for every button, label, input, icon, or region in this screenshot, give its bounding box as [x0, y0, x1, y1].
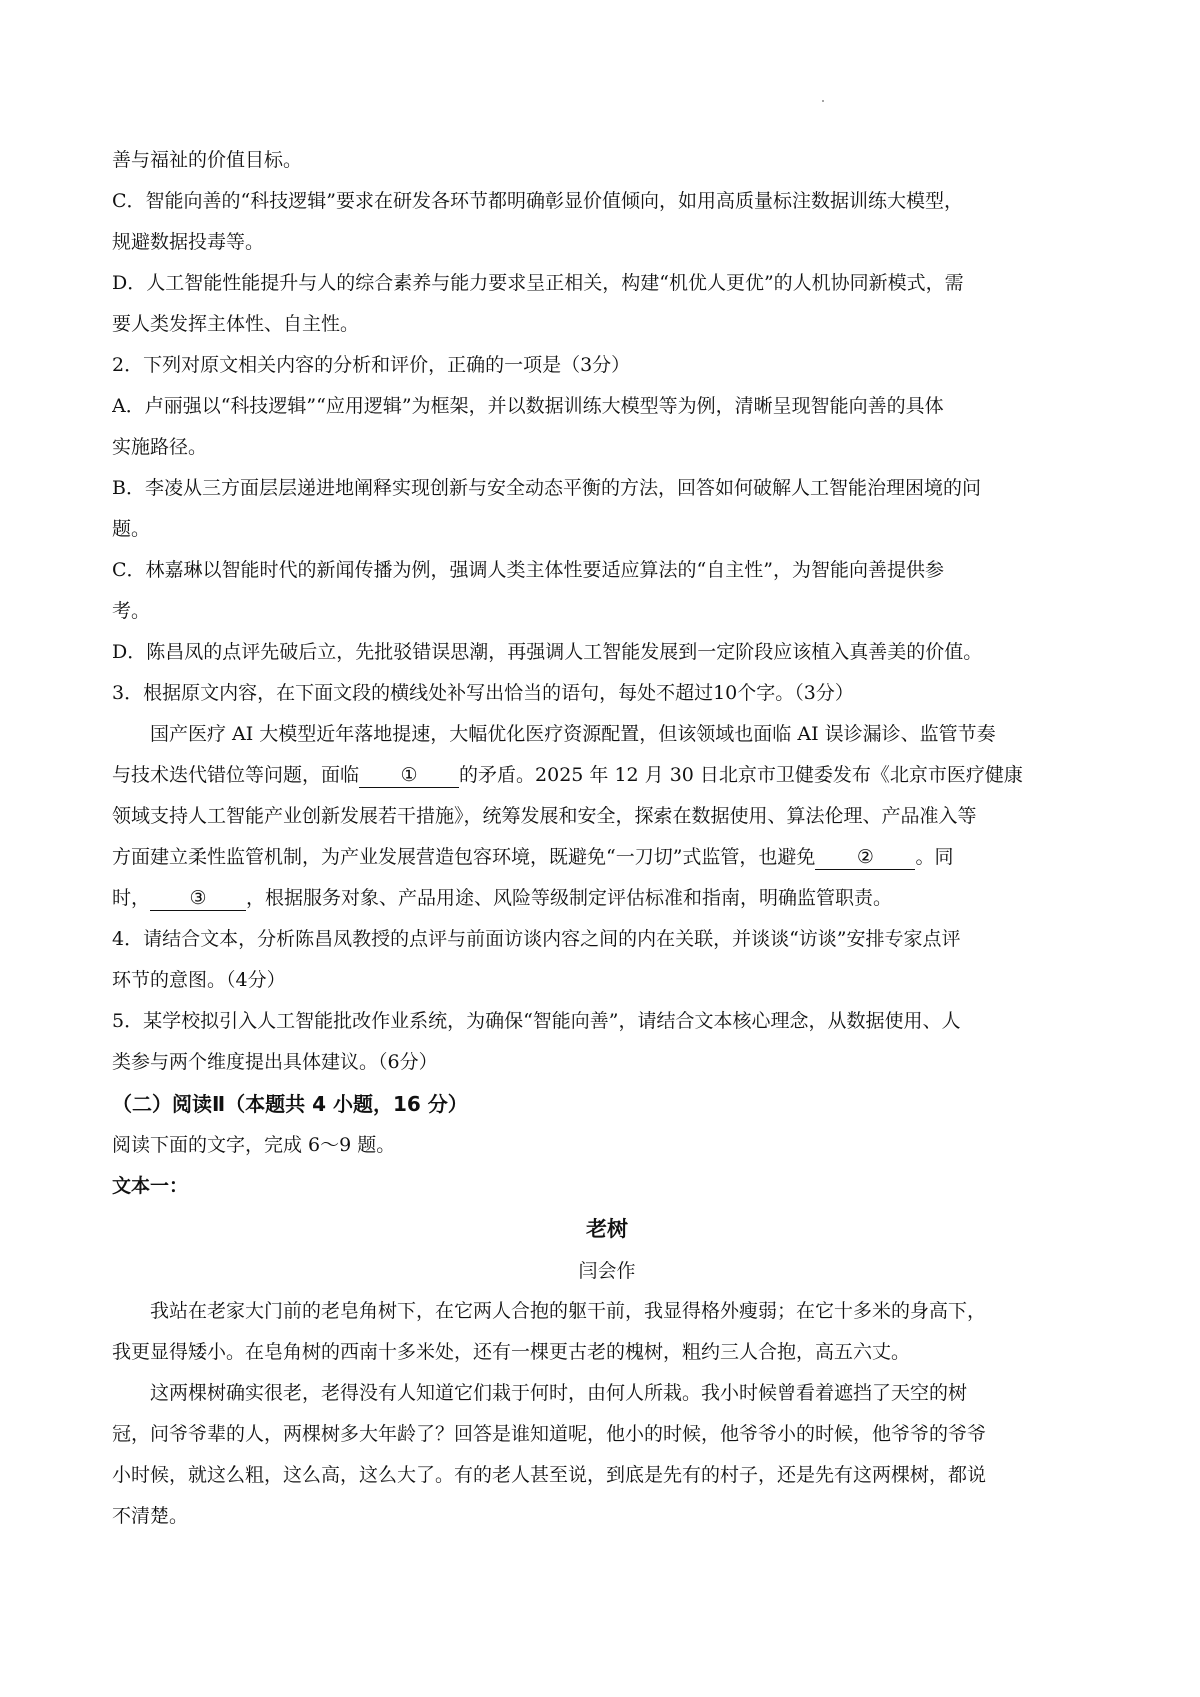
q3-paragraph-line: 领域支持人工智能产业创新发展若干措施》，统筹发展和安全，探索在数据使用、算法伦理、产品准入等 — [112, 805, 977, 827]
q3-paragraph-line — [112, 755, 1102, 796]
text-line: 要人类发挥主体性、自主性。 — [112, 313, 360, 335]
text-line: 环节的意图。（4分） — [112, 969, 286, 991]
question-3-stem: 3．根据原文内容，在下面文段的横线处补写出恰当的语句，每处不超过10个字。（3分） — [112, 682, 854, 704]
article-paragraph-line: 小时候，就这么粗，这么高，这么大了。有的老人甚至说，到底是先有的村子，还是先有这两棵树，都说 — [112, 1464, 987, 1486]
section-heading: （二）阅读Ⅱ（本题共 4 小题，16 分） — [112, 1092, 468, 1116]
text-line: 规避数据投毒等。 — [112, 231, 265, 253]
option-c-line: C．智能向善的“科技逻辑”要求在研发各环节都明确彰显价值倾向，如用高质量标注数据训练大模型， — [112, 190, 963, 212]
article-author: 闫会作 — [578, 1260, 636, 1282]
option-d-line: D．人工智能性能提升与人的综合素养与能力要求呈正相关，构建“机优人更优”的人机协同新模式，需 — [112, 272, 964, 294]
q3-paragraph-line: 国产医疗 AI 大模型近年落地提速，大幅优化医疗资源配置，但该领域也面临 AI 误诊漏诊、监管节奏 — [150, 723, 996, 745]
fill-blank-2[interactable]: ② — [815, 845, 915, 870]
text-fragment: 与技术迭代错位等问题，面临 — [112, 764, 360, 786]
article-title: 老树 — [586, 1217, 628, 1241]
scan-dot — [822, 100, 824, 102]
text-line: 类参与两个维度提出具体建议。（6分） — [112, 1051, 438, 1073]
text-fragment: 方面建立柔性监管机制，为产业发展营造包容环境，既避免“一刀切”式监管，也避免 — [112, 846, 816, 868]
q2-option-b-line: B．李凌从三方面层层递进地阐释实现创新与安全动态平衡的方法，回答如何破解人工智能治理困境的问 — [112, 477, 981, 499]
text-fragment: ，根据服务对象、产品用途、风险等级制定评估标准和指南，明确监管职责。 — [246, 887, 893, 909]
article-paragraph-line: 不清楚。 — [112, 1505, 189, 1527]
text-line: 实施路径。 — [112, 436, 208, 458]
article-paragraph-line: 冠，问爷爷辈的人，两棵树多大年龄了？回答是谁知道呢，他小的时候，他爷爷小的时候，他爷爷的爷爷 — [112, 1423, 987, 1445]
article-paragraph-line: 这两棵树确实很老，老得没有人知道它们栽于何时，由何人所栽。我小时候曾看着遮挡了天空的树 — [150, 1382, 968, 1404]
text-fragment: 。同 — [915, 846, 954, 868]
q3-paragraph-line — [112, 878, 1102, 919]
q2-option-d-line: D．陈昌凤的点评先破后立，先批驳错误思潮，再强调人工智能发展到一定阶段应该植入真善美的价值。 — [112, 641, 983, 663]
q2-option-c-line: C．林嘉琳以智能时代的新闻传播为例，强调人类主体性要适应算法的“自主性”，为智能向善提供参 — [112, 559, 944, 581]
text-line: 善与福祉的价值目标。 — [112, 149, 303, 171]
page-content — [112, 140, 1102, 1537]
question-2-stem: 2．下列对原文相关内容的分析和评价，正确的一项是（3分） — [112, 354, 631, 376]
section-instruction: 阅读下面的文字，完成 6～9 题。 — [112, 1134, 396, 1156]
fill-blank-1[interactable]: ① — [359, 763, 459, 788]
article-paragraph-line: 我更显得矮小。在皂角树的西南十多米处，还有一棵更古老的槐树，粗约三人合抱，高五六丈。 — [112, 1341, 911, 1363]
text-fragment: 的矛盾。2025 年 12 月 30 日北京市卫健委发布《北京市医疗健康 — [459, 764, 1023, 786]
text-one-label: 文本一： — [112, 1175, 189, 1197]
text-line: 考。 — [112, 600, 151, 622]
question-5-stem: 5．某学校拟引入人工智能批改作业系统，为确保“智能向善”，请结合文本核心理念，从数据使用、人 — [112, 1010, 961, 1032]
q2-option-a-line: A．卢丽强以“科技逻辑”“应用逻辑”为框架，并以数据训练大模型等为例，清晰呈现智能向善的具体 — [112, 395, 944, 417]
q3-paragraph-line — [112, 837, 1102, 878]
fill-blank-3[interactable]: ③ — [150, 886, 246, 911]
article-paragraph-line: 我站在老家大门前的老皂角树下，在它两人合抱的躯干前，我显得格外瘦弱；在它十多米的身高下， — [150, 1300, 987, 1322]
text-fragment: 时， — [112, 887, 151, 909]
question-4-stem: 4．请结合文本，分析陈昌凤教授的点评与前面访谈内容之间的内在关联，并谈谈“访谈”安排专家点评 — [112, 928, 961, 950]
text-line: 题。 — [112, 518, 151, 540]
